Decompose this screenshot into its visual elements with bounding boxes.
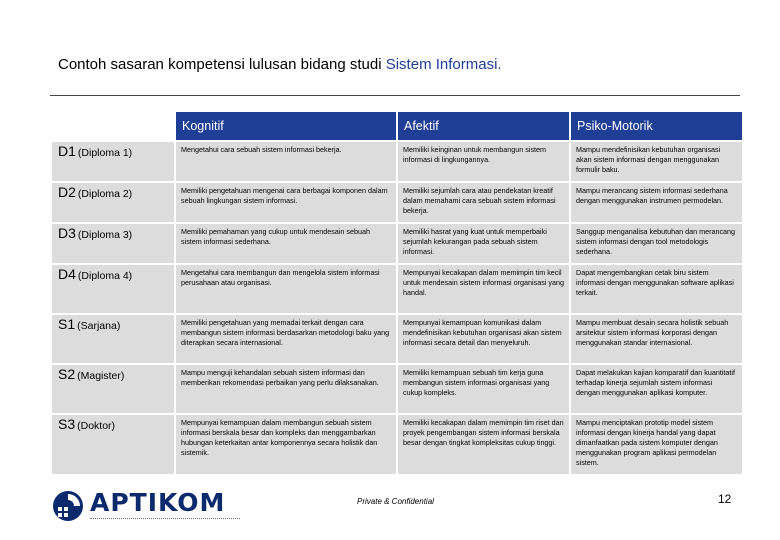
level-code: D3 (58, 225, 76, 241)
cell-psiko-motorik: Dapat mengembangkan cetak biru sistem informasi dengan menggunakan software aplikasi terkait. (571, 265, 742, 313)
aptikom-logo (52, 488, 232, 528)
row-head (52, 415, 174, 474)
cell-kognitif: Memiliki pengetahuan mengenai cara berbagai komponen dalam sebuah lingkungan sistem informasi. (176, 183, 396, 222)
header-afektif: Afektif (398, 112, 569, 140)
cell-afektif: Mempunyai kecakapan dalam memimpin tim kecil untuk mendesain sistem informasi organisasi yang handal. (398, 265, 569, 313)
slide-title (58, 56, 502, 73)
header-blank (52, 112, 174, 140)
level-code: D4 (58, 266, 76, 282)
footer-confidential: Private & Confidential (357, 497, 434, 506)
level-program: (Diploma 4) (77, 270, 133, 282)
competency-table (50, 110, 744, 476)
row-head (52, 365, 174, 413)
level-code: S1 (58, 316, 76, 332)
level-program: (Magister) (77, 370, 125, 382)
cell-psiko-motorik: Mampu membuat desain secara holistik sebuah arsitektur sistem informasi korporasi dengan menggunakan standar internasional. (571, 315, 742, 363)
row-head (52, 142, 174, 181)
page-number: 12 (718, 492, 732, 506)
row-head (52, 224, 174, 263)
aptikom-logo-text: APTIKOM (90, 488, 226, 517)
level-code: S2 (58, 366, 76, 382)
row-head (52, 183, 174, 222)
cell-kognitif: Mampu menguji kehandalan sebuah sistem informasi dan memberikan rekomendasi perbaikan yang perlu dilaksanakan. (176, 365, 396, 413)
row-head (52, 315, 174, 363)
cell-afektif: Memiliki hasrat yang kuat untuk memperbaiki sejumlah kekurangan pada sebuah sistem informasi. (398, 224, 569, 263)
cell-afektif: Memiliki sejumlah cara atau pendekatan kreatif dalam memahami cara sebuah sistem informasi bekerja. (398, 183, 569, 222)
cell-kognitif: Mengetahui cara membangun dan mengelola sistem informasi perusahaan atau organisasi. (176, 265, 396, 313)
level-code: D1 (58, 143, 76, 159)
cell-afektif: Memiliki kecakapan dalam memimpin tim riset dan proyek pengembangan sistem informasi berskala besar dengan tingkat kompleksitas cukup tinggi. (398, 415, 569, 474)
slide-title-main: Contoh sasaran kompetensi lulusan bidang studi (58, 56, 386, 73)
cell-kognitif: Memiliki pemahaman yang cukup untuk mendesain sebuah sistem informasi sederhana. (176, 224, 396, 263)
level-program: (Diploma 1) (77, 147, 133, 159)
cell-kognitif: Memiliki pengetahuan yang memadai terkait dengan cara membangun sistem informasi berdasarkan metodologi baku yang diterapkan secara internasional. (176, 315, 396, 363)
cell-kognitif: Mempunyai kemampuan dalam membangun sebuah sistem informasi berskala besar dan kompleks dan menggambarkan hubungan keterkaitan antar komponennya secara holistik dan sistemik. (176, 415, 396, 474)
cell-psiko-motorik: Sanggup menganalisa kebutuhan dan merancang sistem informasi dengan tool metodologis sederhana. (571, 224, 742, 263)
cell-afektif: Memiliki keinginan untuk membangun sistem informasi di lingkungannya. (398, 142, 569, 181)
cell-psiko-motorik: Dapat melakukan kajian komparatif dan kuantitatif terhadap kinerja sejumlah sistem informasi dengan menggunakan aplikasi komputer. (571, 365, 742, 413)
table-row (52, 224, 742, 263)
cell-afektif: Mempunyai kemampuan komunikasi dalam mendefinisikan kebutuhan organisasi akan sistem informasi secara detail dan menyeluruh. (398, 315, 569, 363)
level-code: S3 (58, 416, 76, 432)
slide-title-accent: Sistem Informasi. (385, 56, 502, 73)
level-program: (Diploma 3) (77, 229, 133, 241)
title-divider (50, 95, 740, 96)
table-row (52, 365, 742, 413)
aptikom-logo-tagline (90, 518, 240, 521)
cell-afektif: Memiliki kemampuan sebuah tim kerja guna membangun sistem informasi organisasi yang cukup kompleks. (398, 365, 569, 413)
aptikom-logo-icon (52, 490, 84, 522)
table-row (52, 142, 742, 181)
table-row (52, 415, 742, 474)
cell-psiko-motorik: Mampu merancang sistem informasi sederhana dengan menggunakan instrumen permodelan. (571, 183, 742, 222)
cell-psiko-motorik: Mampu mendefinisikan kebutuhan organisasi akan sistem informasi dengan menggunakan formulir baku. (571, 142, 742, 181)
level-program: (Doktor) (77, 420, 116, 432)
table-header-row (52, 112, 742, 140)
table-row (52, 265, 742, 313)
cell-kognitif: Mengetahui cara sebuah sistem informasi bekerja. (176, 142, 396, 181)
level-code: D2 (58, 184, 76, 200)
header-kognitif: Kognitif (176, 112, 396, 140)
table-row (52, 183, 742, 222)
level-program: (Diploma 2) (77, 188, 133, 200)
header-psiko-motorik: Psiko-Motorik (571, 112, 742, 140)
cell-psiko-motorik: Mampu menciptakan prototip model sistem informasi dengan kinerja handal yang dapat dimanfaatkan pada sistem komputer dengan menggunakan program aplikasi permodelan sistem. (571, 415, 742, 474)
table-row (52, 315, 742, 363)
row-head (52, 265, 174, 313)
level-program: (Sarjana) (77, 320, 121, 332)
